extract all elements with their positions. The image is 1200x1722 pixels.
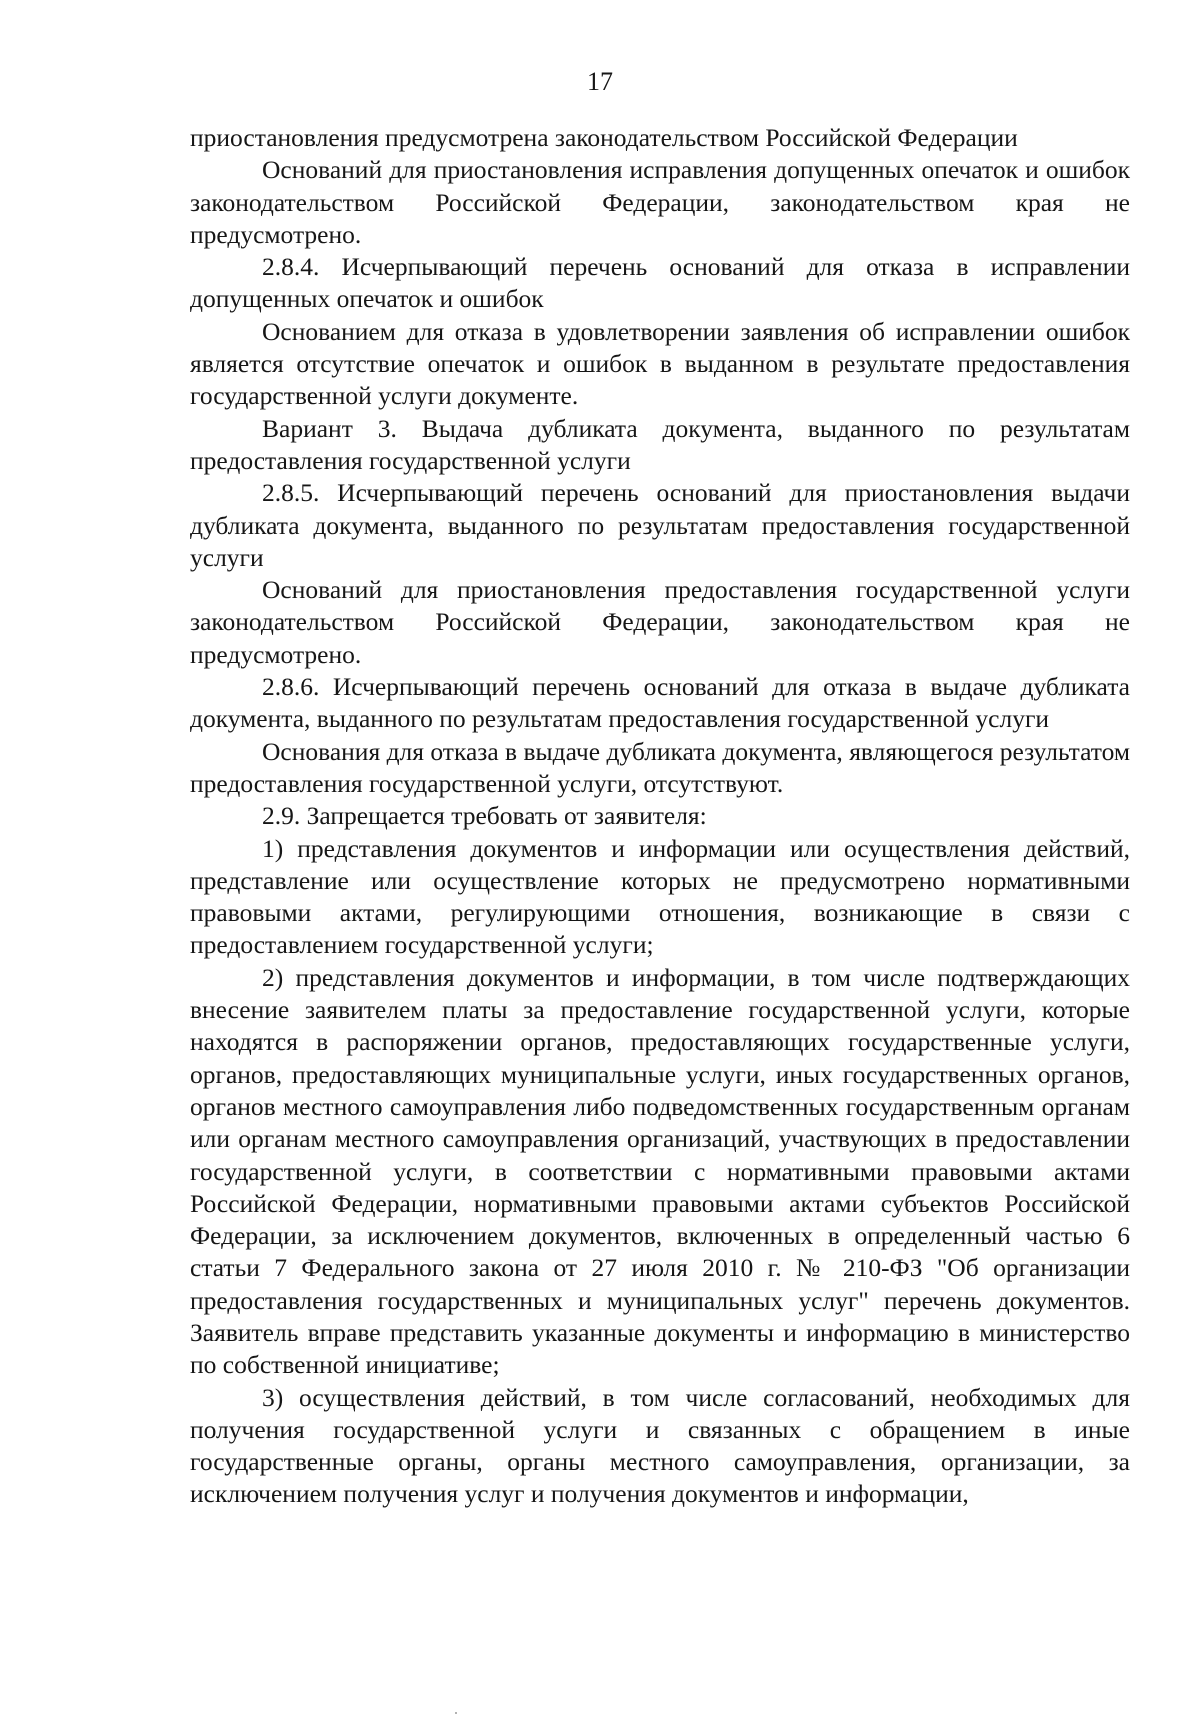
list-item-3: 3) осуществления действий, в том числе согласований, необходимых для получения государственной услуги и связанных с обращением в иные государственные органы, органы местного самоуправления, организации, за исключением получения услуг и получения документов и информации, <box>190 1382 1130 1509</box>
section-2-8-4-heading: 2.8.4. Исчерпывающий перечень оснований для отказа в исправлении допущенных опечаток и ошибок <box>190 252 1130 314</box>
paragraph-no-grounds-suspension-2: Оснований для приостановления предоставления государственной услуги законодательством Российской Федерации, законодательством края не предусмотрено. <box>190 575 1130 669</box>
scan-speck <box>455 1712 457 1714</box>
section-2-8-6-heading: 2.8.6. Исчерпывающий перечень оснований для отказа в выдаче дубликата документа, выданного по результатам предоставления государственной услуги <box>190 672 1130 734</box>
paragraph-continuation: приостановления предусмотрена законодательством Российской Федерации <box>190 123 1018 152</box>
variant-3-heading: Вариант 3. Выдача дубликата документа, выданного по результатам предоставления государственной услуги <box>190 413 1130 475</box>
list-item-2: 2) представления документов и информации, в том числе подтверждающих внесение заявителем платы за предоставление государственной услуги, которые находятся в распоряжении органов, предоставляющих государственные услуги, органов, предоставляющих муниципальные услуги, иных государственных органов, органов местного самоуправления либо подведомственных государственным органам или органам местного самоуправления организаций, участвующих в предоставлении государственной услуги, в соответствии с нормативными правовыми актами Российской Федерации, нормативными правовыми актами субъектов Российской Федерации, за исключением документов, включенных в определенный частью 6 статьи 7 Федерального закона от 27 июля 2010 г. № 210-ФЗ "Об организации предоставления государственных и муниципальных услуг" перечень документов. Заявитель вправе представить указанные документы и информацию в министерство по собственной инициативе; <box>190 962 1130 1380</box>
section-2-8-5-heading: 2.8.5. Исчерпывающий перечень оснований для приостановления выдачи дубликата документа, выданного по результатам предоставления государственной услуги <box>190 478 1130 572</box>
section-2-9-heading: 2.9. Запрещается требовать от заявителя: <box>262 801 707 831</box>
page-number: 17 <box>587 67 613 96</box>
document-body <box>190 122 1130 1511</box>
list-item-1: 1) представления документов и информации или осуществления действий, представление или осуществление которых не предусмотрено нормативными правовыми актами, регулирующими отношения, возникающие в связи с предоставлением государственной услуги; <box>190 833 1130 960</box>
paragraph-no-grounds-suspension: Оснований для приостановления исправления допущенных опечаток и ошибок законодательством Российской Федерации, законодательством края не предусмотрено. <box>190 155 1130 249</box>
paragraph-refusal-absent: Основания для отказа в выдаче дубликата документа, являющегося результатом предоставления государственной услуги, отсутствуют. <box>190 736 1130 798</box>
paragraph-refusal-grounds: Основанием для отказа в удовлетворении заявления об исправлении ошибок является отсутствие опечаток и ошибок в выданном в результате предоставления государственной услуги документе. <box>190 316 1130 411</box>
